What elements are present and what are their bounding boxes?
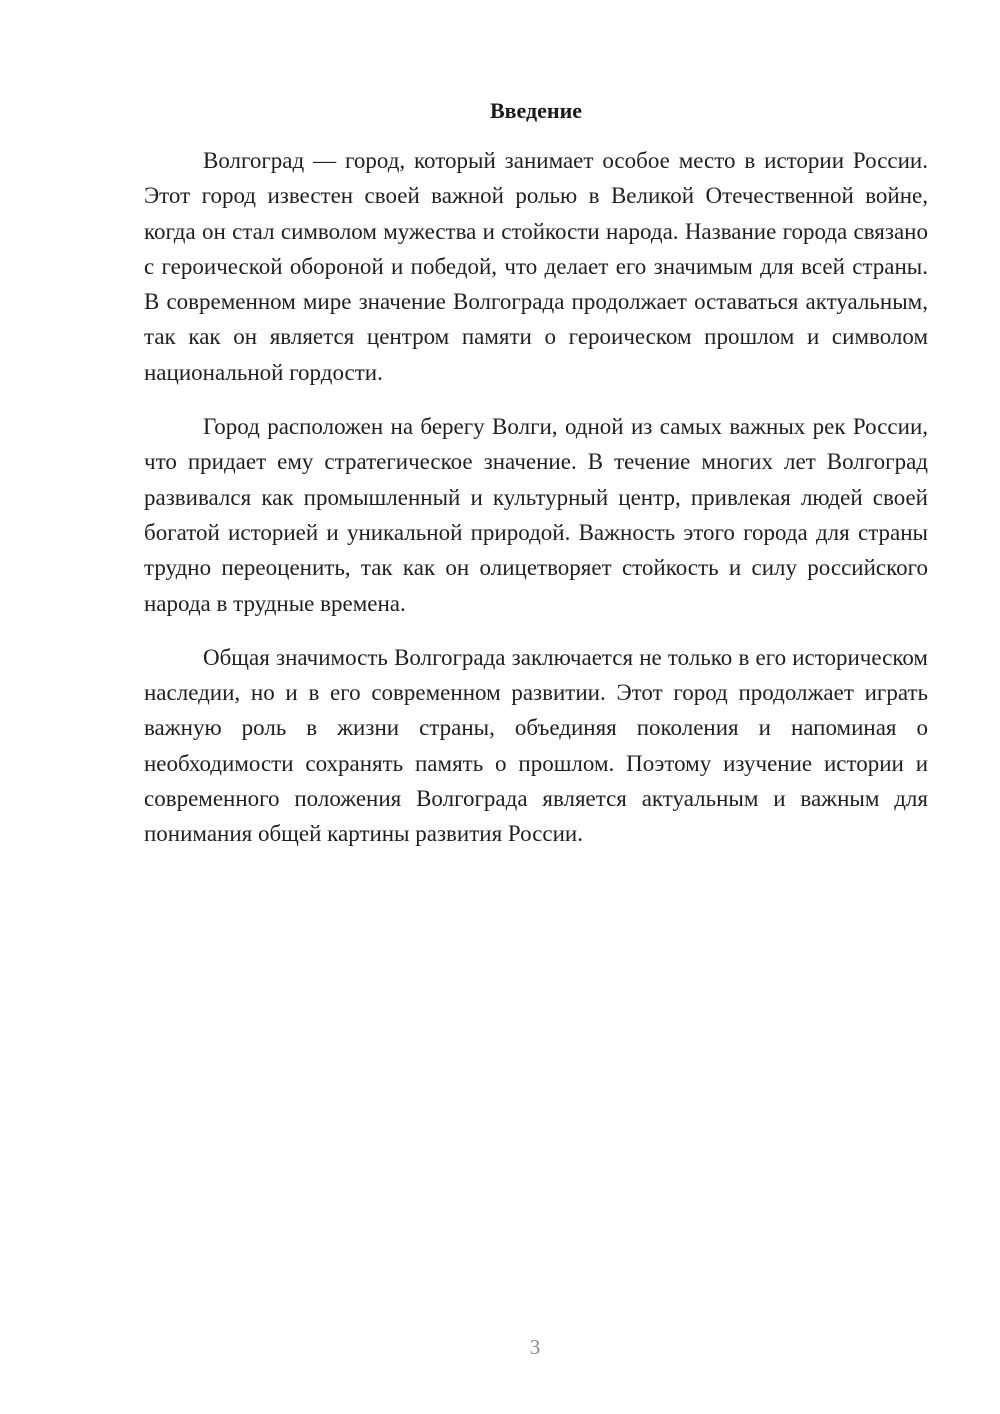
section-heading: Введение: [489, 98, 583, 123]
paragraph-1: Волгоград — город, который занимает особое место в истории России. Этот город известен своей важной ролью в Великой Отечественной войне, когда он стал символом мужества и стойкости народа. Название города связано с героической обороной и победой, что делает его значимым для всей страны. В современном мире значение Волгограда продолжает оставаться актуальным, так как он является центром памяти о героическом прошлом и символом национальной гордости.: [144, 148, 928, 385]
paragraph-2: Город расположен на берегу Волги, одной из самых важных рек России, что придает ему стратегическое значение. В течение многих лет Волгоград развивался как промышленный и культурный центр, привлекая людей своей богатой историей и уникальной природой. Важность этого города для страны трудно переоценить, так как он олицетворяет стойкость и силу российского народа в трудные времена.: [144, 414, 928, 616]
body-text: [144, 143, 928, 871]
paragraph-3: Общая значимость Волгограда заключается не только в его историческом наследии, но и в его современном развитии. Этот город продолжает играть важную роль в жизни страны, объединяя поколения и напоминая о необходимости сохранять память о прошлом. Поэтому изучение истории и современного положения Волгограда является актуальным и важным для понимания общей картины развития России.: [144, 644, 928, 847]
page-number: 3: [529, 1335, 541, 1359]
